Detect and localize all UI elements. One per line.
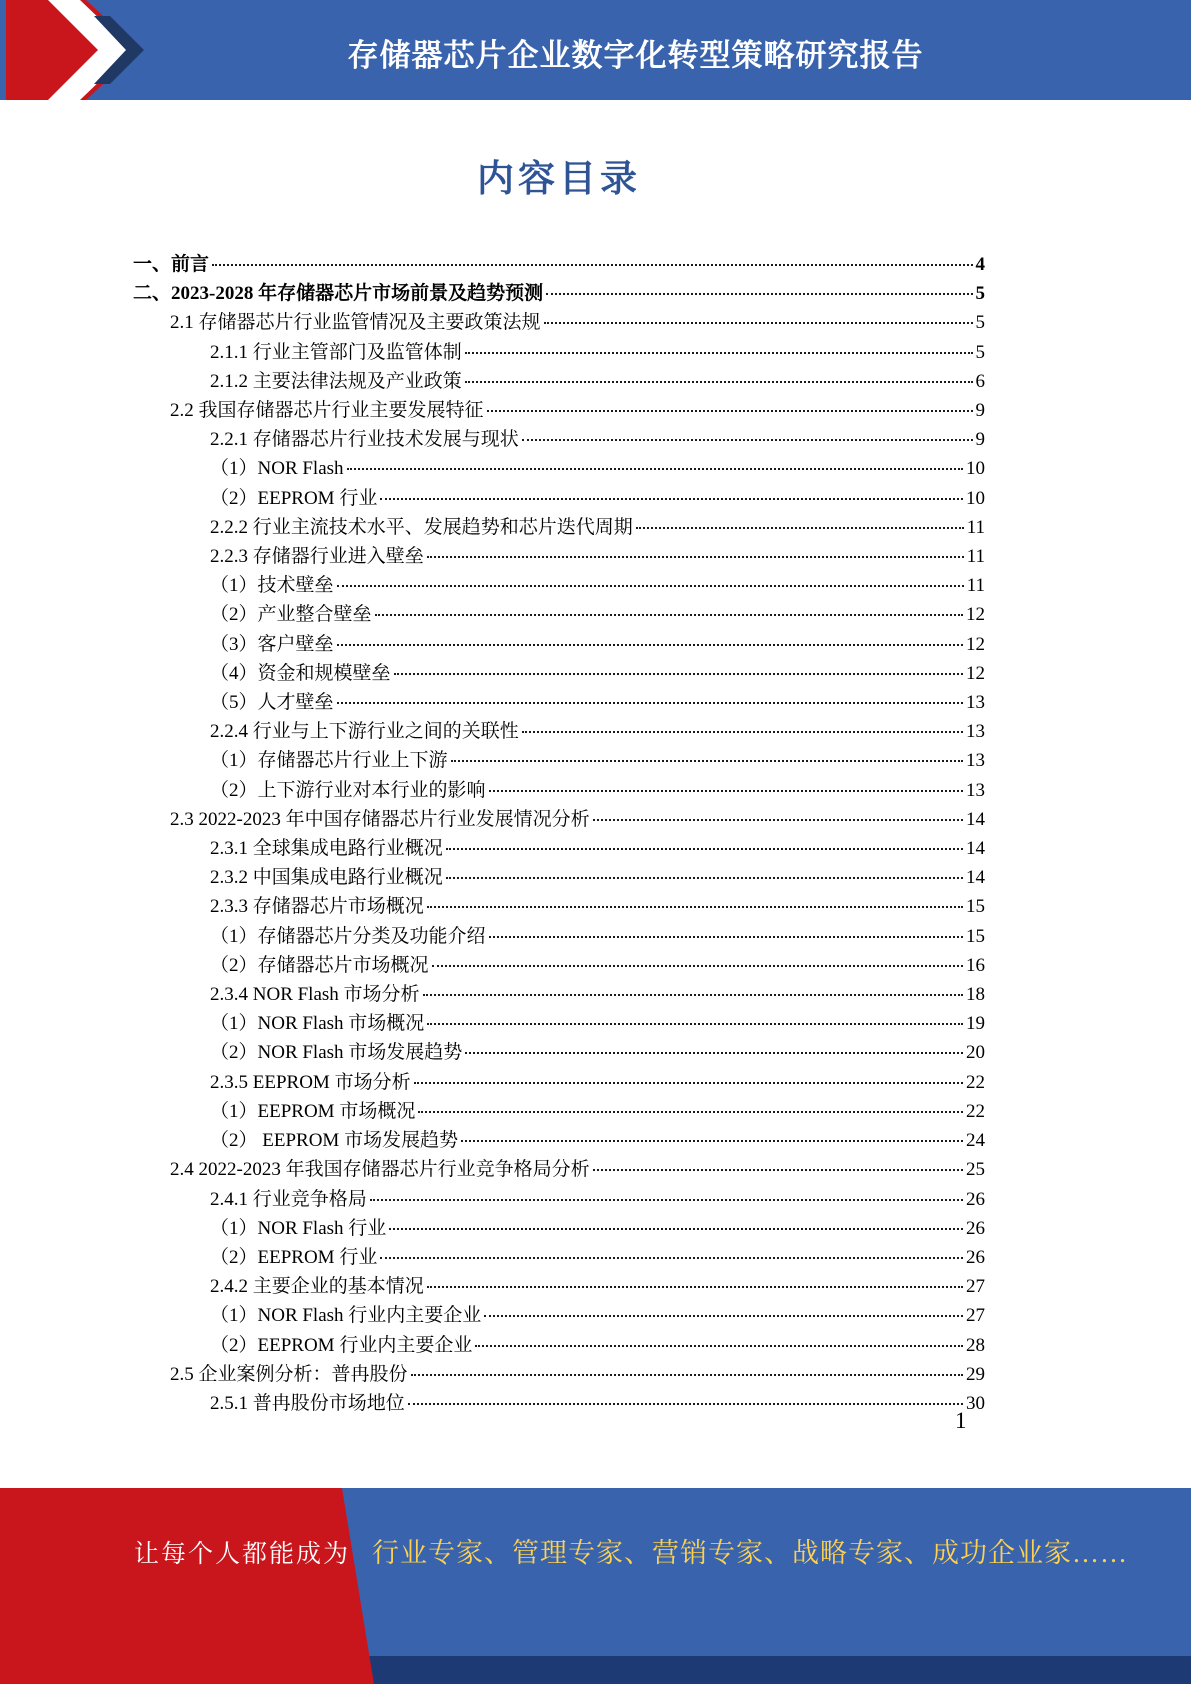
toc-leader-dots <box>465 381 973 383</box>
toc-entry[interactable] <box>133 776 985 805</box>
toc-entry-label: 二、2023-2028 年存储器芯片市场前景及趋势预测 <box>133 283 544 305</box>
toc-leader-dots <box>427 556 964 558</box>
toc-entry[interactable] <box>133 454 985 483</box>
toc-entry-page: 11 <box>966 546 985 568</box>
toc-entry-page: 14 <box>966 808 985 830</box>
toc-entry[interactable] <box>133 1155 985 1184</box>
toc-entry-label: （2）EEPROM 行业 <box>210 487 378 509</box>
toc-entry-label: （3）客户壁垒 <box>210 633 334 655</box>
toc-entry-page: 14 <box>966 867 985 889</box>
toc-entry-page: 28 <box>966 1334 985 1356</box>
toc-entry-page: 14 <box>966 838 985 860</box>
toc-entry-label: （5）人才壁垒 <box>210 692 334 714</box>
header-arrow-decoration <box>0 0 170 100</box>
toc-entry[interactable] <box>133 367 985 396</box>
toc-entry[interactable] <box>133 1126 985 1155</box>
toc-entry[interactable] <box>133 1301 985 1330</box>
toc-leader-dots <box>427 1023 963 1025</box>
toc-leader-dots <box>389 1228 963 1230</box>
toc-entry-label: 2.3.4 NOR Flash 市场分析 <box>210 984 420 1006</box>
toc-leader-dots <box>489 790 963 792</box>
toc-entry-label: 2.5 企业案例分析：普冉股份 <box>170 1363 408 1385</box>
page-footer <box>0 1488 1191 1684</box>
toc-leader-dots <box>593 819 963 821</box>
toc-leader-dots <box>465 352 973 354</box>
toc-entry-page: 11 <box>966 575 985 597</box>
toc-entry-page: 24 <box>966 1130 985 1152</box>
toc-entry-page: 26 <box>966 1188 985 1210</box>
toc-list <box>133 250 985 1418</box>
toc-entry-label: （1）技术壁垒 <box>210 575 334 597</box>
page-number: 1 <box>955 1408 967 1433</box>
toc-leader-dots <box>337 644 963 646</box>
toc-entry-label: （1）NOR Flash 行业内主要企业 <box>210 1305 482 1327</box>
toc-entry[interactable] <box>133 571 985 600</box>
toc-entry-page: 26 <box>966 1217 985 1239</box>
toc-entry[interactable] <box>133 1068 985 1097</box>
toc-entry-label: （1）NOR Flash <box>210 458 344 480</box>
toc-leader-dots <box>489 936 963 938</box>
toc-entry-label: 2.4.2 主要企业的基本情况 <box>210 1276 424 1298</box>
toc-entry-label: 2.3.1 全球集成电路行业概况 <box>210 838 443 860</box>
toc-leader-dots <box>451 760 963 762</box>
toc-entry[interactable] <box>133 922 985 951</box>
toc-entry-label: （2）NOR Flash 市场发展趋势 <box>210 1042 463 1064</box>
toc-leader-dots <box>411 1374 963 1376</box>
toc-leader-dots <box>593 1169 963 1171</box>
toc-entry-label: 2.2 我国存储器芯片行业主要发展特征 <box>170 400 484 422</box>
toc-entry[interactable] <box>133 484 985 513</box>
toc-entry-page: 9 <box>975 429 985 451</box>
toc-entry-page: 11 <box>966 516 985 538</box>
toc-entry-label: 2.3 2022-2023 年中国存储器芯片行业发展情况分析 <box>170 808 590 830</box>
toc-entry[interactable] <box>133 1097 985 1126</box>
toc-entry-label: 2.2.1 存储器芯片行业技术发展与现状 <box>210 429 519 451</box>
toc-entry-page: 13 <box>966 692 985 714</box>
toc-entry-label: 2.4 2022-2023 年我国存储器芯片行业竞争格局分析 <box>170 1159 590 1181</box>
toc-entry-label: （1）存储器芯片行业上下游 <box>210 750 448 772</box>
toc-entry[interactable] <box>133 951 985 980</box>
toc-entry-label: 一、前言 <box>133 254 210 275</box>
toc-leader-dots <box>461 1140 963 1142</box>
toc-entry-page: 5 <box>975 312 985 334</box>
toc-heading: 内容目录 <box>477 159 641 200</box>
toc-entry-page: 12 <box>966 662 985 684</box>
toc-entry[interactable] <box>133 542 985 571</box>
toc-entry-label: （1）NOR Flash 市场概况 <box>210 1013 425 1035</box>
toc-entry-page: 10 <box>966 487 985 509</box>
toc-entry-page: 9 <box>975 400 985 422</box>
toc-entry-page: 10 <box>966 458 985 480</box>
toc-entry-label: 2.1.2 主要法律法规及产业政策 <box>210 370 462 392</box>
toc-entry-label: （2）存储器芯片市场概况 <box>210 954 429 976</box>
toc-entry-label: 2.4.1 行业竞争格局 <box>210 1188 367 1210</box>
toc-leader-dots <box>487 410 973 412</box>
toc-entry-page: 16 <box>966 954 985 976</box>
toc-leader-dots <box>465 1052 963 1054</box>
toc-entry[interactable] <box>133 688 985 717</box>
toc-leader-dots <box>408 1403 963 1405</box>
toc-entry[interactable] <box>133 892 985 921</box>
toc-entry-label: 2.3.2 中国集成电路行业概况 <box>210 867 443 889</box>
toc-leader-dots <box>446 848 963 850</box>
toc-entry[interactable] <box>133 834 985 863</box>
toc-entry-page: 29 <box>966 1363 985 1385</box>
toc-entry[interactable] <box>133 1038 985 1067</box>
toc-leader-dots <box>427 1286 963 1288</box>
toc-entry[interactable] <box>133 1009 985 1038</box>
toc-entry-label: （2）产业整合壁垒 <box>210 604 372 626</box>
toc-leader-dots <box>475 1345 963 1347</box>
toc-entry[interactable] <box>133 1185 985 1214</box>
toc-entry-page: 15 <box>966 925 985 947</box>
toc-leader-dots <box>347 468 963 470</box>
toc-entry-label: （1）EEPROM 市场概况 <box>210 1100 416 1122</box>
toc-entry-page: 30 <box>966 1392 985 1414</box>
toc-leader-dots <box>522 731 963 733</box>
toc-leader-dots <box>544 322 973 324</box>
toc-entry[interactable] <box>133 805 985 834</box>
toc-entry-label: 2.1 存储器芯片行业监管情况及主要政策法规 <box>170 312 541 334</box>
toc-leader-dots <box>423 994 963 996</box>
toc-entry-page: 27 <box>966 1305 985 1327</box>
toc-entry-page: 15 <box>966 896 985 918</box>
toc-entry-page: 5 <box>975 283 985 305</box>
toc-entry[interactable] <box>133 1389 985 1418</box>
toc-entry[interactable] <box>133 425 985 454</box>
toc-entry-label: 2.2.2 行业主流技术水平、发展趋势和芯片迭代周期 <box>210 516 633 538</box>
toc-section <box>133 148 985 1418</box>
toc-leader-dots <box>414 1082 963 1084</box>
toc-entry-label: （2）EEPROM 行业 <box>210 1246 378 1268</box>
toc-entry[interactable] <box>133 980 985 1009</box>
toc-leader-dots <box>432 965 963 967</box>
toc-entry-label: （2）上下游行业对本行业的影响 <box>210 779 486 801</box>
toc-entry-page: 26 <box>966 1246 985 1268</box>
toc-leader-dots <box>337 702 963 704</box>
toc-entry-page: 19 <box>966 1013 985 1035</box>
toc-leader-dots <box>446 877 963 879</box>
toc-entry-page: 12 <box>966 604 985 626</box>
toc-entry[interactable] <box>133 279 985 308</box>
toc-entry[interactable] <box>133 1331 985 1360</box>
toc-entry[interactable] <box>133 513 985 542</box>
toc-entry-page: 20 <box>966 1042 985 1064</box>
toc-entry-label: 2.2.3 存储器行业进入壁垒 <box>210 546 424 568</box>
toc-entry-page: 13 <box>966 750 985 772</box>
toc-entry-page: 12 <box>966 633 985 655</box>
toc-leader-dots <box>427 906 963 908</box>
toc-entry[interactable] <box>133 1272 985 1301</box>
toc-leader-dots <box>375 614 963 616</box>
toc-entry[interactable] <box>133 600 985 629</box>
toc-entry[interactable] <box>133 396 985 425</box>
toc-leader-dots <box>380 498 963 500</box>
footer-slogan-left: 让每个人都能成为 <box>134 1541 351 1568</box>
toc-leader-dots <box>484 1315 963 1317</box>
toc-entry-page: 13 <box>966 721 985 743</box>
footer-red-ribbon <box>0 1488 420 1684</box>
toc-entry-label: （1）NOR Flash 行业 <box>210 1217 387 1239</box>
toc-entry[interactable] <box>133 1243 985 1272</box>
toc-entry-label: （1）存储器芯片分类及功能介绍 <box>210 925 486 947</box>
toc-entry[interactable] <box>133 630 985 659</box>
toc-entry[interactable] <box>133 1214 985 1243</box>
toc-entry-page: 13 <box>966 779 985 801</box>
report-title: 存储器芯片企业数字化转型策略研究报告 <box>347 38 924 73</box>
toc-entry-page: 25 <box>966 1159 985 1181</box>
toc-entry[interactable] <box>133 863 985 892</box>
toc-entry[interactable] <box>133 659 985 688</box>
toc-leader-dots <box>212 264 972 266</box>
toc-entry-page: 22 <box>966 1071 985 1093</box>
toc-entry-page: 4 <box>975 254 985 275</box>
toc-leader-dots <box>546 293 972 295</box>
toc-leader-dots <box>394 673 963 675</box>
footer-slogan-right: 行业专家、管理专家、营销专家、战略专家、成功企业家…… <box>372 1538 1128 1568</box>
report-header <box>0 0 1191 100</box>
toc-entry-label: 2.1.1 行业主管部门及监管体制 <box>210 341 462 363</box>
toc-entry[interactable] <box>133 338 985 367</box>
toc-leader-dots <box>370 1199 963 1201</box>
toc-entry-page: 18 <box>966 984 985 1006</box>
toc-entry-label: 2.5.1 普冉股份市场地位 <box>210 1392 405 1414</box>
toc-entry-label: （2）EEPROM 行业内主要企业 <box>210 1334 473 1356</box>
toc-entry[interactable] <box>133 250 985 279</box>
toc-leader-dots <box>337 585 964 587</box>
toc-leader-dots <box>418 1111 963 1113</box>
toc-entry[interactable] <box>133 717 985 746</box>
toc-leader-dots <box>522 439 973 441</box>
toc-entry-page: 27 <box>966 1276 985 1298</box>
toc-entry[interactable] <box>133 308 985 337</box>
toc-entry-page: 6 <box>975 370 985 392</box>
toc-entry-page: 5 <box>975 341 985 363</box>
toc-entry-page: 22 <box>966 1100 985 1122</box>
toc-entry-label: （4）资金和规模壁垒 <box>210 662 391 684</box>
toc-entry-label: 2.2.4 行业与上下游行业之间的关联性 <box>210 721 519 743</box>
toc-entry[interactable] <box>133 1360 985 1389</box>
toc-entry[interactable] <box>133 746 985 775</box>
toc-entry-label: 2.3.5 EEPROM 市场分析 <box>210 1071 411 1093</box>
toc-entry-label: （2） EEPROM 市场发展趋势 <box>210 1130 459 1152</box>
toc-leader-dots <box>380 1257 963 1259</box>
toc-leader-dots <box>636 527 964 529</box>
toc-entry-label: 2.3.3 存储器芯片市场概况 <box>210 896 424 918</box>
